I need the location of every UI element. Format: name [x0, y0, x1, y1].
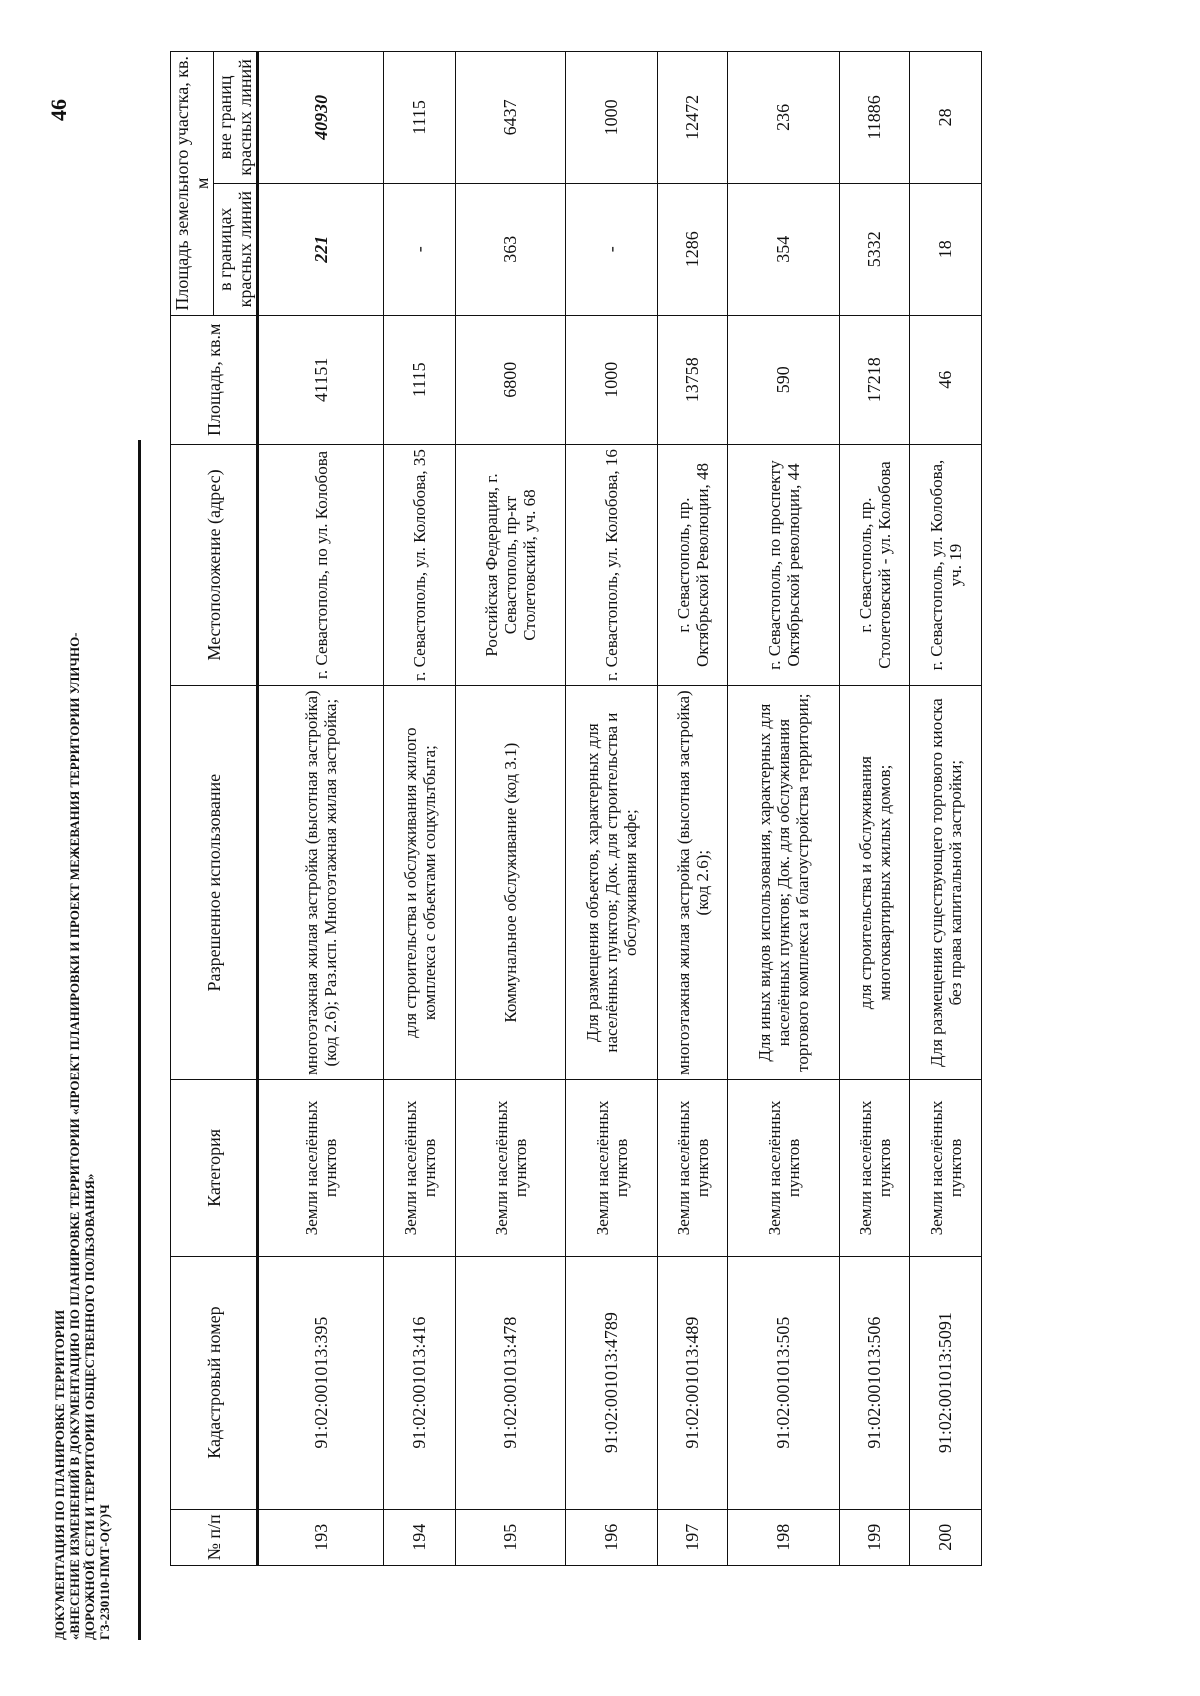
cell-usage: Для размещения объектов, характерных для населённых пунктов; Док. для строительства и обслуживания кафе;	[566, 686, 658, 1080]
cell-inside: 363	[456, 183, 566, 315]
cell-area: 590	[728, 315, 840, 444]
header-line-4: ГЗ-230110-ПМТ-О(У)Ч	[97, 1504, 112, 1640]
header-rule	[138, 440, 141, 1640]
col-header-cadastral: Кадастровый номер	[171, 1256, 258, 1509]
cell-outside: 28	[910, 52, 982, 184]
table-row	[728, 52, 840, 1566]
cell-location: г. Севастополь, по проспекту Октябрьской революции, 44	[728, 444, 840, 685]
cell-num: 198	[728, 1509, 840, 1565]
cell-outside: 12472	[658, 52, 728, 184]
cell-outside: 1000	[566, 52, 658, 184]
cell-usage: Для иных видов использования, характерных для населённых пунктов; Док. для обслуживания торгового комплекса и благоустройства территории;	[728, 686, 840, 1080]
cell-usage: Для размещения существующего торгового киоска без права капитальной застройки;	[910, 686, 982, 1080]
cell-category: Земли населённых пунктов	[258, 1080, 384, 1256]
header-line-2: «ВНЕСЕНИЕ ИЗМЕНЕНИЙ В ДОКУМЕНТАЦИЮ ПО ПЛАНИРОВКЕ ТЕРРИТОРИИ «ПРОЕКТ ПЛАНИРОВКИ И ПРОЕКТ МЕЖЕВАНИЯ ТЕРРИТОРИИ УЛИЧНО-	[67, 632, 82, 1640]
col-header-num: № п/п	[171, 1509, 258, 1565]
cell-cadastral: 91:02:001013:395	[258, 1256, 384, 1509]
cell-category: Земли населённых пунктов	[384, 1080, 456, 1256]
cell-cadastral: 91:02:001013:505	[728, 1256, 840, 1509]
cell-num: 200	[910, 1509, 982, 1565]
table-row	[566, 52, 658, 1566]
cell-location: г. Севастополь, пр. Октябрьской Революции, 48	[658, 444, 728, 685]
cell-num: 193	[258, 1509, 384, 1565]
cell-inside: -	[384, 183, 456, 315]
cell-location: г. Севастополь, пр. Столетовский - ул. Колобова	[840, 444, 910, 685]
col-header-area: Площадь, кв.м	[171, 315, 258, 444]
table-row	[840, 52, 910, 1566]
land-plots-table	[170, 51, 982, 1566]
cell-area: 6800	[456, 315, 566, 444]
table-body	[258, 52, 982, 1566]
cell-location: г. Севастополь, ул. Колобова, 16	[566, 444, 658, 685]
header-line-1: ДОКУМЕНТАЦИЯ ПО ПЛАНИРОВКЕ ТЕРРИТОРИИ	[52, 1309, 67, 1640]
cell-usage: Коммунальное обслуживание (код 3.1)	[456, 686, 566, 1080]
cell-category: Земли населённых пунктов	[840, 1080, 910, 1256]
cell-num: 199	[840, 1509, 910, 1565]
cell-usage: многоэтажная жилая застройка (высотная застройка) (код 2.6);	[658, 686, 728, 1080]
col-header-inside: в границах красных линий	[214, 183, 258, 315]
table-row	[658, 52, 728, 1566]
header-line-3: ДОРОЖНОЙ СЕТИ И ТЕРРИТОРИИ ОБЩЕСТВЕННОГО ПОЛЬЗОВАНИЯ»	[82, 1173, 97, 1640]
cell-num: 197	[658, 1509, 728, 1565]
cell-inside: 5332	[840, 183, 910, 315]
cell-inside: 18	[910, 183, 982, 315]
cell-location: г. Севастополь, ул. Колобова, 35	[384, 444, 456, 685]
cell-category: Земли населённых пунктов	[910, 1080, 982, 1256]
cell-cadastral: 91:02:001013:416	[384, 1256, 456, 1509]
cell-outside: 40930	[258, 52, 384, 184]
cell-location: г. Севастополь, ул. Колобова, уч. 19	[910, 444, 982, 685]
col-header-outside: вне границ красных линий	[214, 52, 258, 184]
cell-usage: многоэтажная жилая застройка (высотная застройка) (код 2.6); Раз.исп. Многоэтажная жилая застройка;	[258, 686, 384, 1080]
cell-outside: 236	[728, 52, 840, 184]
cell-cadastral: 91:02:001013:4789	[566, 1256, 658, 1509]
cell-outside: 1115	[384, 52, 456, 184]
document-header	[52, 632, 112, 1640]
cell-cadastral: 91:02:001013:489	[658, 1256, 728, 1509]
cell-cadastral: 91:02:001013:506	[840, 1256, 910, 1509]
cell-outside: 6437	[456, 52, 566, 184]
cell-inside: -	[566, 183, 658, 315]
page-number: 46	[46, 99, 71, 121]
col-header-category: Категория	[171, 1080, 258, 1256]
cell-num: 195	[456, 1509, 566, 1565]
table-row	[384, 52, 456, 1566]
cell-area: 1115	[384, 315, 456, 444]
cell-num: 196	[566, 1509, 658, 1565]
col-header-plot-area: Площадь земельного участка, кв. м	[171, 52, 214, 316]
cell-inside: 221	[258, 183, 384, 315]
col-header-usage: Разрешенное использование	[171, 686, 258, 1080]
cell-area: 46	[910, 315, 982, 444]
cell-inside: 354	[728, 183, 840, 315]
cell-usage: для строительства и обслуживания жилого комплекса с объектами соцкультбыта;	[384, 686, 456, 1080]
cell-area: 1000	[566, 315, 658, 444]
cell-category: Земли населённых пунктов	[456, 1080, 566, 1256]
cell-location: г. Севастополь, по ул. Колобова	[258, 444, 384, 685]
cell-area: 13758	[658, 315, 728, 444]
table-row	[258, 52, 384, 1566]
cell-outside: 11886	[840, 52, 910, 184]
col-header-location: Местоположение (адрес)	[171, 444, 258, 685]
cell-area: 41151	[258, 315, 384, 444]
cell-cadastral: 91:02:001013:5091	[910, 1256, 982, 1509]
cell-category: Земли населённых пунктов	[728, 1080, 840, 1256]
cell-area: 17218	[840, 315, 910, 444]
cell-category: Земли населённых пунктов	[658, 1080, 728, 1256]
cell-cadastral: 91:02:001013:478	[456, 1256, 566, 1509]
cell-category: Земли населённых пунктов	[566, 1080, 658, 1256]
cell-inside: 1286	[658, 183, 728, 315]
table-row	[910, 52, 982, 1566]
table-row	[456, 52, 566, 1566]
cell-location: Российская Федерация, г. Севастополь, пр-кт Столетовский, уч. 68	[456, 444, 566, 685]
cell-usage: для строительства и обслуживания многоквартирных жилых домов;	[840, 686, 910, 1080]
cell-num: 194	[384, 1509, 456, 1565]
